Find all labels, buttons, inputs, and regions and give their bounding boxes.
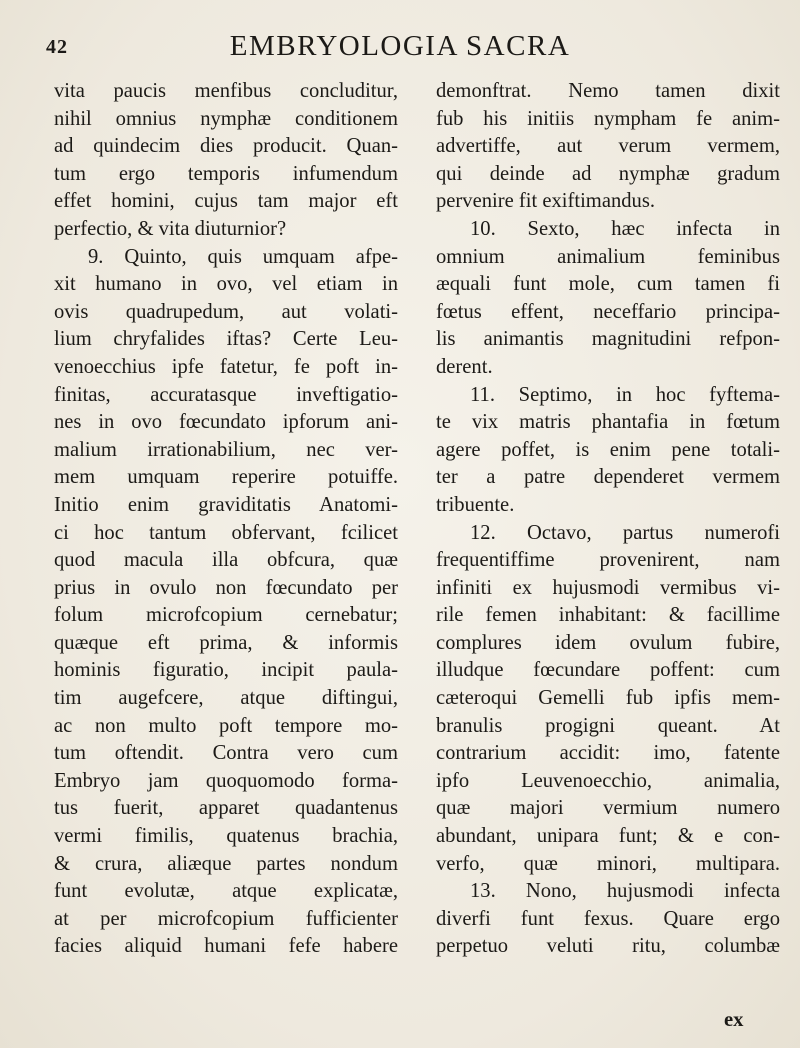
text-line: at per microfcopium fufficienter (54, 907, 398, 930)
text-line: agere poffet, is enim pene totali- (436, 438, 780, 461)
text-line: abundant, unipara funt; & e con- (436, 825, 780, 848)
text-line: prius in ovulo non fœcundato per (54, 576, 398, 599)
text-line: nes in ovo fœcundato ipforum ani- (54, 411, 398, 434)
text-line: fœtus effent, neceffario principa- (436, 300, 780, 323)
text-line: lium chryfalides iftas? Certe Leu- (54, 328, 398, 351)
text-line: demonftrat. Nemo tamen dixit (436, 80, 780, 102)
text-line: 11. Septimo, in hoc fyftema- (470, 383, 780, 406)
text-line: mem umquam reperire potuiffe. (54, 466, 398, 489)
text-line: illudque fœcundare poffent: cum (436, 659, 780, 682)
text-line: ci hoc tantum obfervant, fcilicet (54, 521, 398, 544)
text-line: contrarium accidit: imo, fatente (436, 742, 780, 765)
text-line: complures idem ovulum fubire, (436, 631, 780, 654)
text-line: tus fuerit, apparet quadantenus (54, 797, 398, 820)
text-line: tum oftendit. Contra vero cum (54, 742, 398, 765)
text-line: infiniti ex hujusmodi vermibus vi- (436, 576, 780, 599)
text-line: quæ majori vermium numero (436, 797, 780, 820)
text-line: ter a patre dependeret vermem (436, 466, 780, 489)
text-line: tum ergo temporis infumendum (54, 162, 398, 185)
text-line: rile femen inhabitant: & facillime (436, 604, 780, 627)
text-line: 12. Octavo, partus numerofi (470, 521, 780, 544)
text-line: ac non multo poft tempore mo- (54, 714, 398, 737)
text-line: effet homini, cujus tam major eft (54, 190, 398, 213)
text-line: derent. (436, 355, 493, 378)
text-line: cæteroqui Gemelli fub ipfis mem- (436, 687, 780, 710)
text-line: xit humano in ovo, vel etiam in (54, 273, 398, 296)
text-line: pervenire fit exiftimandus. (436, 190, 656, 213)
text-line: tribuente. (436, 493, 515, 516)
text-line: lis animantis magnitudini refpon- (436, 328, 780, 351)
right-text-column (436, 78, 780, 961)
text-line: Initio enim graviditatis Anatomi- (54, 493, 398, 516)
text-line: vita paucis menfibus concluditur, (54, 80, 398, 102)
text-line: folum microfcopium cernebatur; (54, 604, 398, 627)
text-line: 9. Quinto, quis umquam afpe- (88, 245, 398, 268)
text-line: ovis quadrupedum, aut volati- (54, 300, 398, 323)
text-line: tim augefcere, atque diftingui, (54, 687, 398, 710)
text-line: frequentiffime provenirent, nam (436, 549, 780, 572)
text-line: branulis progigni queant. At (436, 714, 780, 737)
text-line: & crura, aliæque partes nondum (54, 852, 398, 875)
text-line: verfo, quæ minori, multipara. (436, 852, 780, 875)
text-line: ad quindecim dies producit. Quan- (54, 135, 398, 158)
text-line: qui deinde ad nymphæ gradum (436, 162, 780, 185)
catchword: ex (724, 1009, 744, 1031)
text-line: quæque eft prima, & informis (54, 631, 398, 654)
text-line: perpetuo veluti ritu, columbæ (436, 935, 780, 958)
text-line: hominis figuratio, incipit paula- (54, 659, 398, 682)
running-title: EMBRYOLOGIA SACRA (229, 30, 571, 62)
text-line: 13. Nono, hujusmodi infecta (470, 880, 780, 903)
text-line: malium irrationabilium, nec ver- (54, 438, 398, 461)
page-header (0, 30, 800, 70)
text-line: omnium animalium feminibus (436, 245, 780, 268)
text-line: ipfo Leuvenoecchio, animalia, (436, 769, 780, 792)
left-text-column (54, 78, 398, 961)
text-line: te vix matris phantafia in fœtum (436, 411, 780, 434)
page-number: 42 (46, 36, 68, 58)
text-line: Embryo jam quoquomodo forma- (54, 769, 398, 792)
text-line: funt evolutæ, atque explicatæ, (54, 880, 398, 903)
text-line: advertiffe, aut verum vermem, (436, 135, 780, 158)
text-line: vermi fimilis, quatenus brachia, (54, 825, 398, 848)
text-line: facies aliquid humani fefe habere (54, 935, 398, 958)
text-line: nihil omnius nymphæ conditionem (54, 107, 398, 130)
text-line: venoecchius ipfe fatetur, fe poft in- (54, 355, 398, 378)
text-line: 10. Sexto, hæc infecta in (470, 217, 780, 240)
text-line: diverfi funt fexus. Quare ergo (436, 907, 780, 930)
text-line: quod macula illa obfcura, quæ (54, 549, 398, 572)
text-line: æquali funt mole, cum tamen fi (436, 273, 780, 296)
text-line: perfectio, & vita diuturnior? (54, 217, 287, 240)
text-line: fub his initiis nympham fe anim- (436, 107, 780, 130)
text-line: finitas, accuratasque inveftigatio- (54, 383, 398, 406)
